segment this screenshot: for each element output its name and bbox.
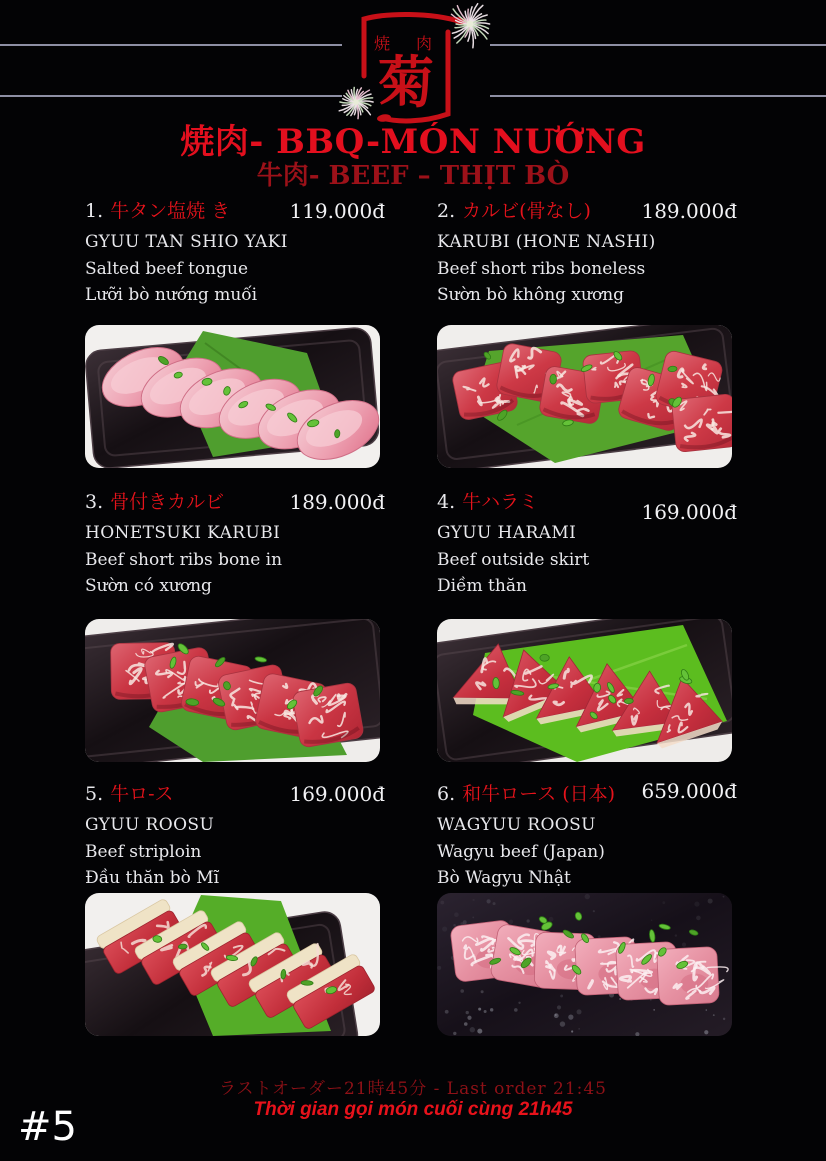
last-order-note-jp-en: ラストオーダー21時45分 - Last order 21:45 [218,1079,607,1099]
item-photo-beef-tongue [85,325,380,468]
item-desc-en: Salted beef tongue [85,258,249,279]
restaurant-logo [342,4,490,122]
item-desc-vi: Đầu thăn bò Mĩ [85,868,220,888]
menu-item-1 [85,199,385,309]
logo-kanji-main: 菊 [378,50,434,116]
item-name-romaji: GYUU TAN SHIO YAKI [85,232,288,252]
item-name-jp: 骨付きカルビ [110,491,225,513]
last-order-note-vi: Thời gian gọi món cuối cùng 21h45 [253,1099,573,1120]
item-name-romaji: HONETSUKI KARUBI [85,523,281,543]
item-number: 2. [437,200,456,222]
item-name-jp: カルビ(骨なし) [462,200,591,222]
item-desc-vi: Lưỡi bò nướng muối [85,285,258,305]
item-name-romaji: GYUU HARAMI [437,523,577,543]
item-name-romaji: WAGYUU ROOSU [437,815,596,835]
item-price: 659.000đ [641,779,737,803]
item-price: 119.000đ [289,199,385,223]
item-desc-en: Beef outside skirt [437,549,590,570]
item-number: 6. [437,783,456,805]
item-number: 1. [85,200,104,222]
chrysanthemum-bottom-icon [339,87,373,118]
item-name-jp: 和牛ロース (日本) [462,783,616,805]
item-desc-en: Beef striploin [85,841,202,862]
item-desc-vi: Sườn có xương [85,576,212,596]
item-desc-vi: Sườn bò không xương [437,285,625,305]
menu-item-2 [437,199,737,309]
item-price: 169.000đ [641,500,737,524]
item-price: 189.000đ [641,199,737,223]
page-number: #5 [18,1104,77,1150]
item-name-jp: 牛ハラミ [462,491,539,513]
page-title: 焼肉- BBQ-MÓN NƯỚNG [180,122,646,162]
menu-item-4 [437,490,737,600]
item-desc-en: Wagyu beef (Japan) [437,841,605,862]
item-photo-karubi [437,325,732,468]
item-photo-striploin [85,893,380,1036]
item-desc-en: Beef short ribs boneless [437,258,646,279]
chrysanthemum-top-icon [451,4,489,48]
menu-item-5 [85,782,385,892]
menu-item-6 [437,779,737,892]
item-photo-harami [437,619,732,762]
logo-kanji-niku: 肉 [416,34,433,53]
item-price: 169.000đ [289,782,385,806]
item-price: 189.000đ [289,490,385,514]
item-photo-wagyu [437,893,732,1036]
item-desc-vi: Bò Wagyu Nhật [437,868,571,888]
item-desc-vi: Diềm thăn [437,576,527,596]
item-number: 5. [85,783,104,805]
item-number: 3. [85,491,104,513]
page-subtitle: 牛肉- BEEF – THỊT BÒ [256,161,570,191]
item-number: 4. [437,491,456,513]
menu-item-3 [85,490,385,600]
item-desc-en: Beef short ribs bone in [85,549,283,570]
item-name-romaji: KARUBI (HONE NASHI) [437,232,656,252]
item-name-romaji: GYUU ROOSU [85,815,215,835]
item-name-jp: 牛ロ-ス [110,783,174,805]
logo-kanji-yaki: 焼 [374,34,391,53]
item-photo-honetsuki-karubi [85,619,380,762]
logo-graphic [342,4,490,122]
item-name-jp: 牛タン塩焼 き [110,200,231,222]
